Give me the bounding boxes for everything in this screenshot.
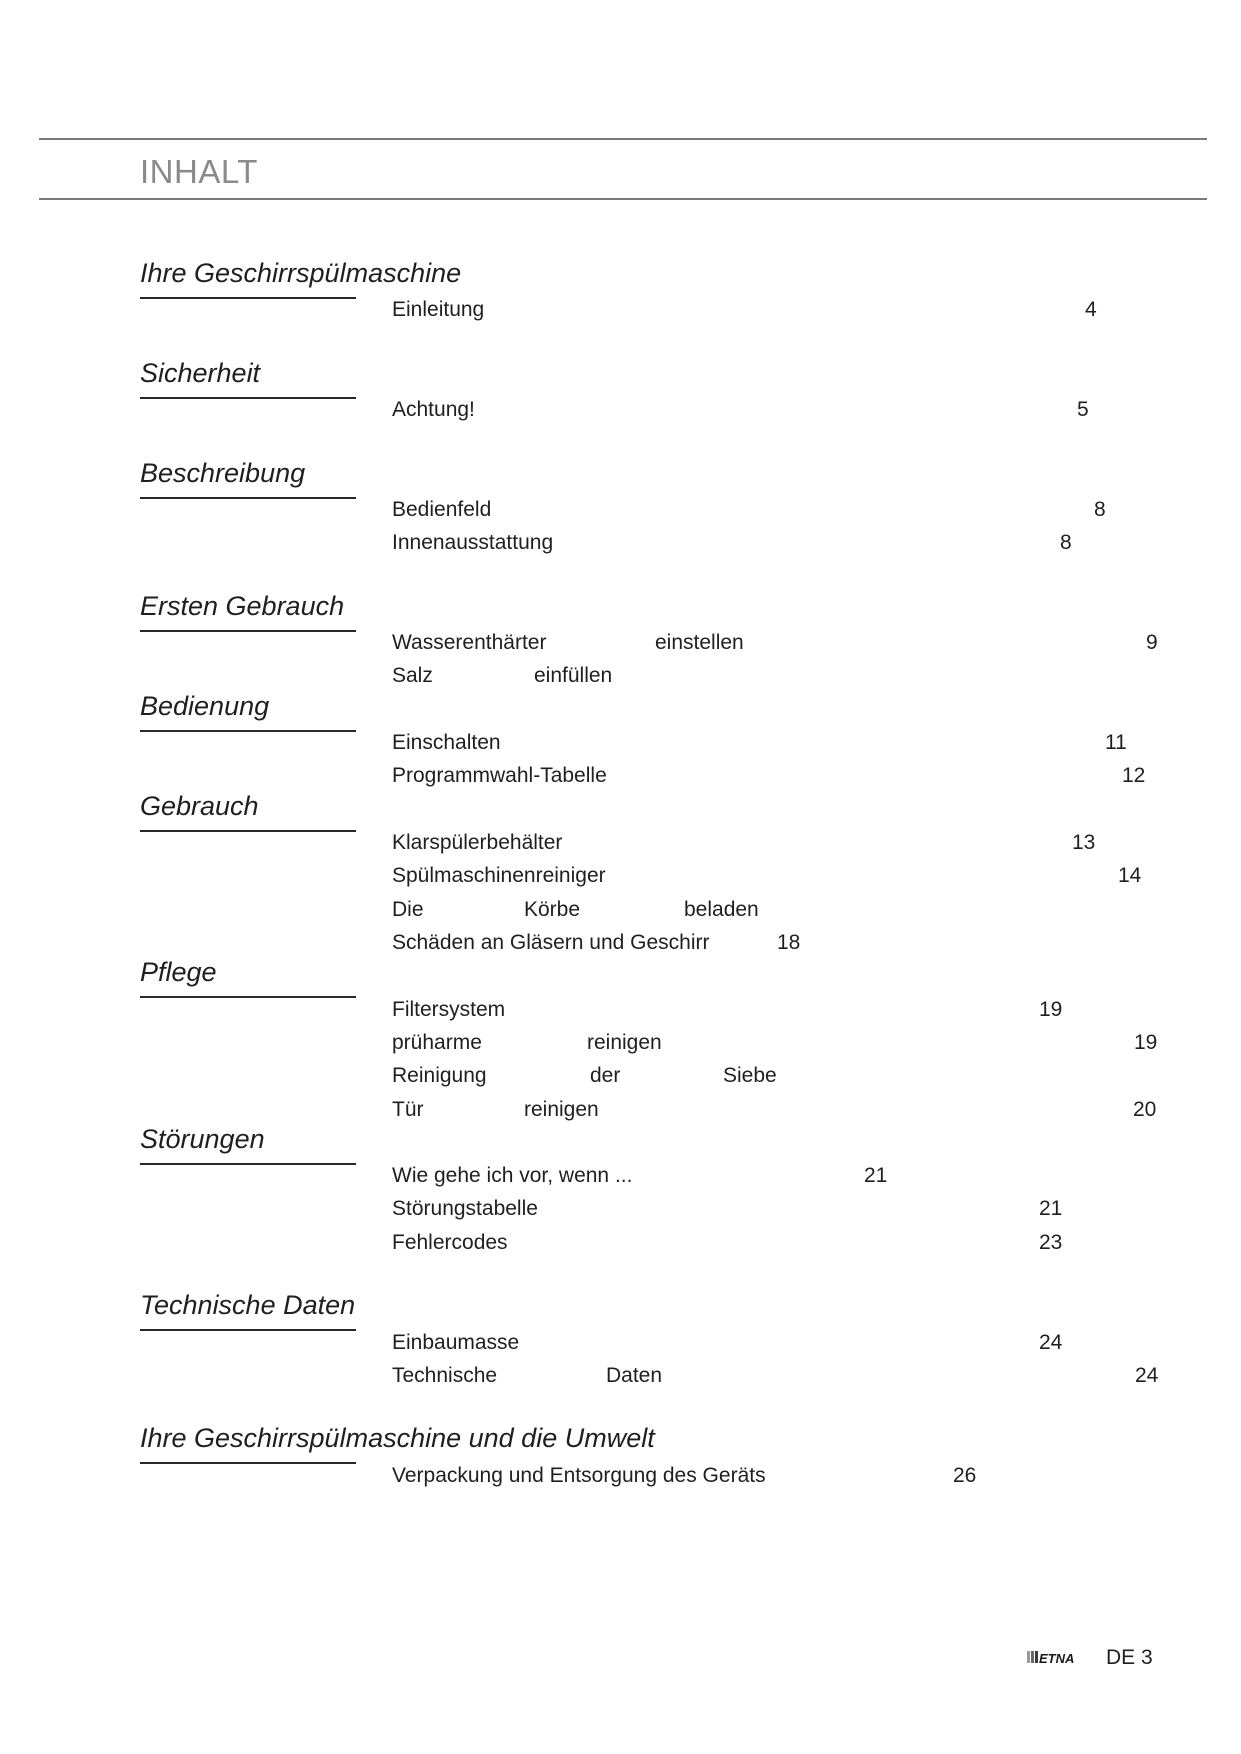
toc-entry-word: reinigen xyxy=(587,1031,662,1054)
toc-entry-tuer[interactable]: Tür xyxy=(392,1098,424,1121)
section-title: Pflege xyxy=(140,957,217,987)
header-bottom-rule xyxy=(39,198,1207,200)
toc-entry-word: einfüllen xyxy=(534,664,613,687)
section-title: Ihre Geschirrspülmaschine xyxy=(140,258,462,288)
section-underline xyxy=(140,996,356,998)
page-number: 26 xyxy=(953,1464,977,1487)
page-number: 11 xyxy=(1105,731,1127,754)
toc-entry-technische-daten[interactable]: Technische xyxy=(392,1364,498,1387)
toc-entry-einschalten[interactable]: Einschalten xyxy=(392,731,501,754)
section-sicherheit xyxy=(140,356,356,399)
section-pflege xyxy=(140,955,356,998)
section-underline xyxy=(140,497,356,499)
section-underline xyxy=(140,630,356,632)
page-label: DE 3 xyxy=(1106,1646,1153,1669)
page-number: 5 xyxy=(1077,398,1089,421)
toc-entry-word: Körbe xyxy=(524,898,581,921)
page-number: 18 xyxy=(777,931,801,954)
etna-logo-icon xyxy=(1027,1647,1077,1667)
page-number: 8 xyxy=(1060,531,1072,554)
section-title: Ersten Gebrauch xyxy=(140,591,345,621)
page-number: 9 xyxy=(1146,631,1158,654)
section-title: Technische Daten xyxy=(140,1290,356,1320)
page-number: 21 xyxy=(864,1164,888,1187)
page-number: 13 xyxy=(1072,831,1096,854)
section-title: Ihre Geschirrspülmaschine und die Umwelt xyxy=(140,1423,655,1453)
toc-entry-word: Daten xyxy=(606,1364,663,1387)
section-bedienung xyxy=(140,689,356,732)
page-number: 4 xyxy=(1085,298,1097,321)
page-number: 12 xyxy=(1122,764,1146,787)
toc-entry-achtung[interactable]: Achtung! xyxy=(392,398,475,421)
toc-entry-reiniger[interactable]: Spülmaschinenreiniger xyxy=(392,864,606,887)
section-title: Beschreibung xyxy=(140,458,306,488)
toc-entry-siebe[interactable]: Reinigung xyxy=(392,1064,487,1087)
section-underline xyxy=(140,1163,356,1165)
toc-entry-innenausstattung[interactable]: Innenausstattung xyxy=(392,531,554,554)
toc-entry-wasserenthaerter[interactable]: Wasserenthärter xyxy=(392,631,547,654)
toc-entry-word: reinigen xyxy=(524,1098,599,1121)
section-underline xyxy=(140,830,356,832)
page-number: 19 xyxy=(1039,998,1063,1021)
toc-entry-salz[interactable]: Salz xyxy=(392,664,433,687)
toc-entry-verpackung[interactable]: Verpackung und Entsorgung des Geräts xyxy=(392,1464,766,1487)
toc-entry-spruearme[interactable]: prüharme xyxy=(392,1031,482,1054)
page-number: 21 xyxy=(1039,1197,1063,1220)
section-title: Störungen xyxy=(140,1124,265,1154)
page-number: 8 xyxy=(1094,498,1106,521)
section-ersten-gebrauch xyxy=(140,589,356,632)
section-title: Gebrauch xyxy=(140,791,259,821)
toc-entry-word: beladen xyxy=(684,898,759,921)
toc-entry-word: der xyxy=(590,1064,621,1087)
section-underline xyxy=(140,1329,356,1331)
toc-entry-einbaumasse[interactable]: Einbaumasse xyxy=(392,1331,520,1354)
section-beschreibung xyxy=(140,456,356,499)
toc-entry-koerbe[interactable]: Die xyxy=(392,898,424,921)
page-number: 24 xyxy=(1039,1331,1063,1354)
top-rule xyxy=(39,138,1207,140)
toc-entry-fehlercodes[interactable]: Fehlercodes xyxy=(392,1231,508,1254)
page-number: 23 xyxy=(1039,1231,1063,1254)
section-underline xyxy=(140,730,356,732)
toc-entry-programmwahl[interactable]: Programmwahl-Tabelle xyxy=(392,764,607,787)
section-stoerungen xyxy=(140,1122,356,1165)
section-underline xyxy=(140,1462,356,1464)
toc-entry-klarspueler[interactable]: Klarspülerbehälter xyxy=(392,831,563,854)
toc-entry-wie-gehe[interactable]: Wie gehe ich vor, wenn ... xyxy=(392,1164,633,1187)
toc-entry-word: einstellen xyxy=(655,631,744,654)
toc-entry-stoerungstabelle[interactable]: Störungstabelle xyxy=(392,1197,538,1220)
section-title: Sicherheit xyxy=(140,358,261,388)
section-gebrauch xyxy=(140,789,356,832)
section-umwelt xyxy=(140,1421,655,1464)
toc-entry-schaeden[interactable]: Schäden an Gläsern und Geschirr xyxy=(392,931,710,954)
logo-text: ETNA xyxy=(1039,1651,1075,1666)
page-title: INHALT xyxy=(140,153,258,190)
page-number: 20 xyxy=(1133,1098,1157,1121)
toc-entry-word: Siebe xyxy=(723,1064,777,1087)
page-number: 24 xyxy=(1135,1364,1159,1387)
section-underline xyxy=(140,397,356,399)
section-underline xyxy=(140,297,356,299)
section-technische-daten xyxy=(140,1288,356,1331)
toc-entry-einleitung[interactable]: Einleitung xyxy=(392,298,485,321)
section-ihre-geschirrspuelmaschine xyxy=(140,256,461,299)
toc-entry-bedienfeld[interactable]: Bedienfeld xyxy=(392,498,492,521)
toc-entry-filtersystem[interactable]: Filtersystem xyxy=(392,998,506,1021)
section-title: Bedienung xyxy=(140,691,270,721)
page-number: 19 xyxy=(1134,1031,1158,1054)
page-number: 14 xyxy=(1118,864,1142,887)
